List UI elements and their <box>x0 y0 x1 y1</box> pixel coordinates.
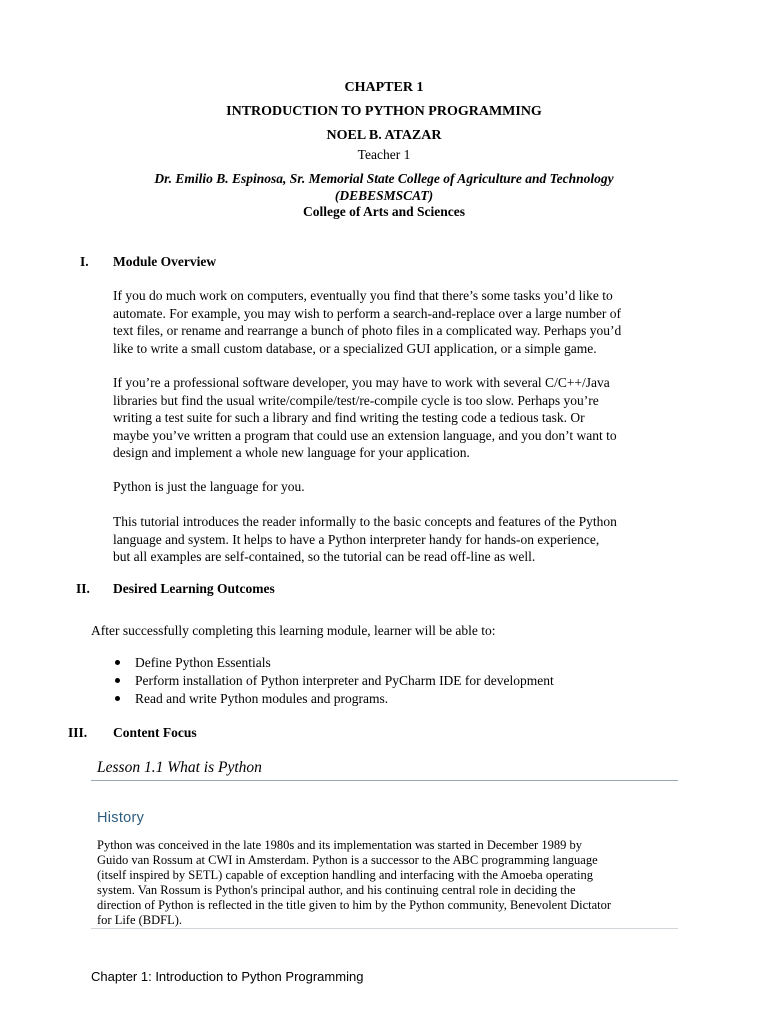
author-role: Teacher 1 <box>357 147 411 162</box>
outcomes-intro: After successfully completing this learning module, learner will be able to: <box>91 623 496 638</box>
lesson-title: Lesson 1.1 What is Python <box>97 759 262 776</box>
overview-paragraph: Python is just the language for you. <box>113 479 305 494</box>
history-heading: History <box>97 810 145 826</box>
overview-paragraph: If you do much work on computers, eventually you find that there’s some tasks you’d like to automate. For example, you may wish to perform a search-and-replace over a large number of text files, or rename and rearrange a bunch of photo files in a complicated way. Perhaps you’d like to write a small custom database, or a specialized GUI application, or a simple game. <box>113 288 622 356</box>
list-item-text: Read and write Python modules and programs. <box>135 691 389 706</box>
section-heading: Content Focus <box>113 725 197 740</box>
divider <box>91 928 678 929</box>
list-item-text: Define Python Essentials <box>135 655 271 670</box>
chapter-title: INTRODUCTION TO PYTHON PROGRAMMING <box>226 104 542 119</box>
author-name: NOEL B. ATAZAR <box>326 128 442 143</box>
section-heading: Module Overview <box>113 254 217 269</box>
section-number: II. <box>76 581 90 596</box>
section-number: III. <box>68 725 88 740</box>
college-name: College of Arts and Sciences <box>303 204 465 219</box>
list-item <box>113 672 554 690</box>
list-item-text: Perform installation of Python interpreter and PyCharm IDE for development <box>135 673 554 688</box>
overview-paragraph: If you’re a professional software developer, you may have to work with several C/C++/Java libraries but find the usual write/compile/test/re-compile cycle is too slow. Perhaps you’re writing a test suite for such a library and find writing the testing code a tedious task. Or maybe you’ve written a program that could use an extension language, and you don’t want to design and implement a whole new language for your application. <box>113 375 617 460</box>
institution-acronym: (DEBESMSCAT) <box>334 188 434 203</box>
section-number: I. <box>80 254 89 269</box>
divider <box>91 780 678 781</box>
section-heading: Desired Learning Outcomes <box>113 581 275 596</box>
list-item <box>113 690 554 708</box>
overview-paragraph: This tutorial introduces the reader informally to the basic concepts and features of the Python language and system. It helps to have a Python interpreter handy for hands-on experience, but all examples are self-contained, so the tutorial can be read off-line as well. <box>113 514 617 564</box>
history-paragraph: Python was conceived in the late 1980s and its implementation was started in December 1989 by Guido van Rossum at CWI in Amsterdam. Python is a successor to the ABC programming language (itself inspired by SETL) capable of exception handling and interfacing with the Amoeba operating system. Van Rossum is Python's principal author, and his continuing central role in deciding the direction of Python is reflected in the title given to him by the Python community, Benevolent Dictator for Life (BDFL). <box>97 838 612 927</box>
bullet-icon <box>115 678 120 683</box>
bullet-icon <box>115 660 120 665</box>
outcomes-list <box>113 654 554 708</box>
institution-name: Dr. Emilio B. Espinosa, Sr. Memorial State College of Agriculture and Technology <box>154 171 614 186</box>
list-item <box>113 654 554 672</box>
page-footer: Chapter 1: Introduction to Python Programming <box>91 969 364 984</box>
chapter-label: CHAPTER 1 <box>344 80 424 95</box>
bullet-icon <box>115 696 120 701</box>
